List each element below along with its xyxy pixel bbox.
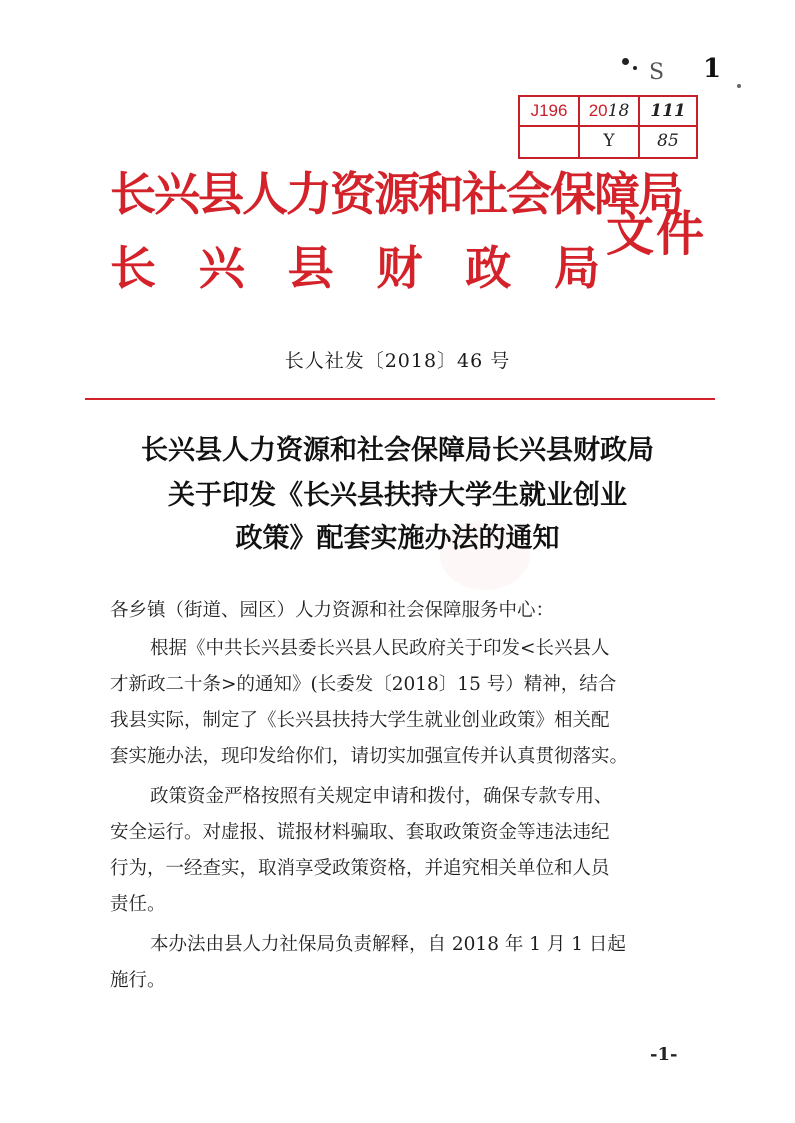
paragraph-2-line: 安全运行。对虚报、谎报材料骗取、套取政策资金等违法违纪 [110,822,610,843]
paragraph-1-line: 才新政二十条>的通知》(长委发〔2018〕15 号）精神，结合 [110,674,617,695]
ink-dot [633,66,637,70]
issuer-char: 长 [110,241,156,295]
stamp-year-suffix: 18 [607,101,630,121]
paragraph-3-line: 本办法由县人力社保局负责解释，自 2018 年 1 月 1 日起 [150,934,626,955]
issuer-char: 政 [465,241,512,295]
issuer-line-2 [110,232,600,298]
issuer-char: 兴 [198,241,245,295]
notice-title-line: 关于印发《长兴县扶持大学生就业创业 [168,480,627,511]
paragraph-1-line: 根据《中共长兴县委长兴县人民政府关于印发<长兴县人 [150,638,610,659]
document-number: 长人社发〔2018〕46 号 [284,350,511,372]
stamp-category: Y [603,131,615,151]
paragraph-1-line: 套实施办法，现印发给你们，请切实加强宣传并认真贯彻落实。 [110,746,629,767]
issuer-char: 局 [553,241,600,295]
archive-stamp [518,95,698,159]
issuer-char: 县 [287,241,334,295]
paragraph-1-line: 我县实际，制定了《长兴县扶持大学生就业创业政策》相关配 [110,710,610,731]
paragraph-2-line: 行为，一经查实，取消享受政策资格，并追究相关单位和人员 [110,858,610,879]
notice-title-line: 长兴县人力资源和社会保障局长兴县财政局 [141,435,654,466]
paragraph-2-line: 责任。 [110,894,166,915]
stamp-year-prefix: 20 [588,101,608,120]
notice-title-line: 政策》配套实施办法的通知 [235,523,560,554]
ink-dot [737,84,741,88]
stamp-item: 85 [657,131,679,151]
red-divider [85,398,715,400]
handwritten-s-mark: S [649,60,665,85]
salutation: 各乡镇（街道、园区）人力资源和社会保障服务中心： [110,600,555,621]
handwritten-page-mark: 1 [703,54,722,84]
issuer-char: 财 [376,241,423,295]
ink-dot [622,58,629,65]
issuer-line-1: 长兴县人力资源和社会保障局 [110,167,682,221]
document-label: 文件 [606,206,707,262]
stamp-volume: 111 [650,101,686,121]
paragraph-2-line: 政策资金严格按照有关规定申请和拨付，确保专款专用、 [150,786,613,807]
page-number: -1- [650,1044,678,1065]
stamp-code: J196 [530,101,568,120]
paragraph-3-line: 施行。 [110,970,166,991]
stamp-year [580,97,638,125]
